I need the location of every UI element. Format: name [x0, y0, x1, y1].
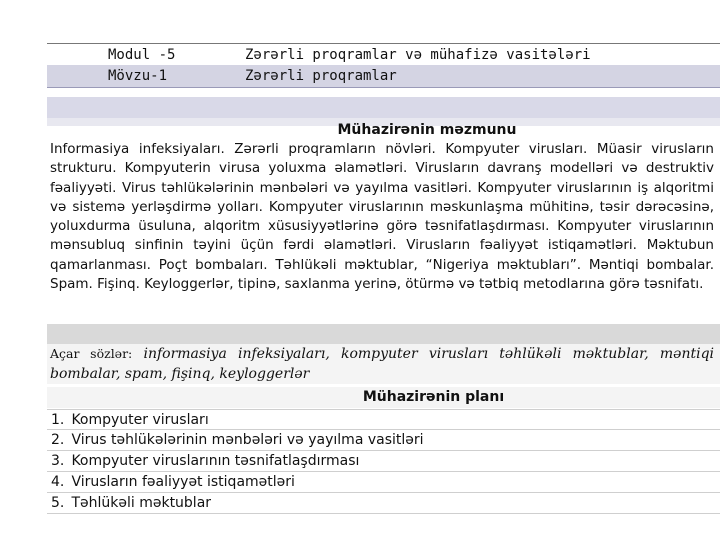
header-row-topic	[47, 65, 720, 88]
plan-item: 4. Virusların fəaliyyət istiqamətləri	[47, 472, 720, 493]
keywords-label: Açar sözlər:	[50, 346, 133, 361]
module-title: Zərərli proqramlar və mühafizə vasitələri	[245, 47, 591, 63]
module-label: Modul -5	[108, 47, 176, 63]
topic-label: Mövzu-1	[108, 68, 168, 84]
content-heading: Mühazirənin məzmunu	[337, 122, 517, 138]
plan-item: 2. Virus təhlükələrinin mənbələri və yayılma vasitləri	[47, 430, 720, 451]
plan-heading: Mühazirənin planı	[47, 387, 720, 408]
content-section	[47, 120, 720, 294]
keywords-text: informasiya infeksiyaları, kompyuter virusları təhlükəli məktublar, məntiqi bombalar, spam, fişinq, keyloggerlər	[50, 346, 715, 382]
plan-item: 3. Kompyuter viruslarının təsnifatlaşdırması	[47, 451, 720, 472]
plan-item: 5. Təhlükəli məktublar	[47, 493, 720, 514]
plan-item: 1. Kompyuter virusları	[47, 409, 720, 430]
divider-bar	[47, 97, 720, 118]
separator-bar	[47, 324, 720, 344]
topic-title: Zərərli proqramlar	[245, 68, 397, 84]
keywords-section	[47, 344, 720, 384]
plan-list	[47, 409, 720, 514]
content-body: Informasiya infeksiyaları. Zərərli proqramların növləri. Kompyuter virusları. Müasir virusların strukturu. Kompyuterin virusa yoluxma əlamətləri. Virusların davranş modelləri və destruktiv fəaliyyəti. Virus təhlükələrinin mənbələri və yayılma vasitləri. Kompyuter viruslarının iş alqoritmi və sistemə yerləşdirmə yolları. Kompyuter viruslarının məskunlaşma mühitinə, təsir dərəcəsinə, yoluxdurma üsuluna, alqoritm xüsusiyyətlərinə görə təsnifatlaşdırması. Kompyuter viruslarının mənsubluq sinfinin təyini üçün fərdi əlamətləri. Virusların fəaliyyət istiqamətləri. Məktubun qamarlanması. Poçt bombaları. Təhlükəli məktublar, “Nigeriya məktubları”. Məntiqi bombalar. Spam. Fişinq. Keyloggerlər, tipinə, saxlanma yerinə, ötürmə və tətbiq metodlarına görə təsnifatı.	[50, 141, 714, 293]
header-row-module	[47, 43, 720, 67]
